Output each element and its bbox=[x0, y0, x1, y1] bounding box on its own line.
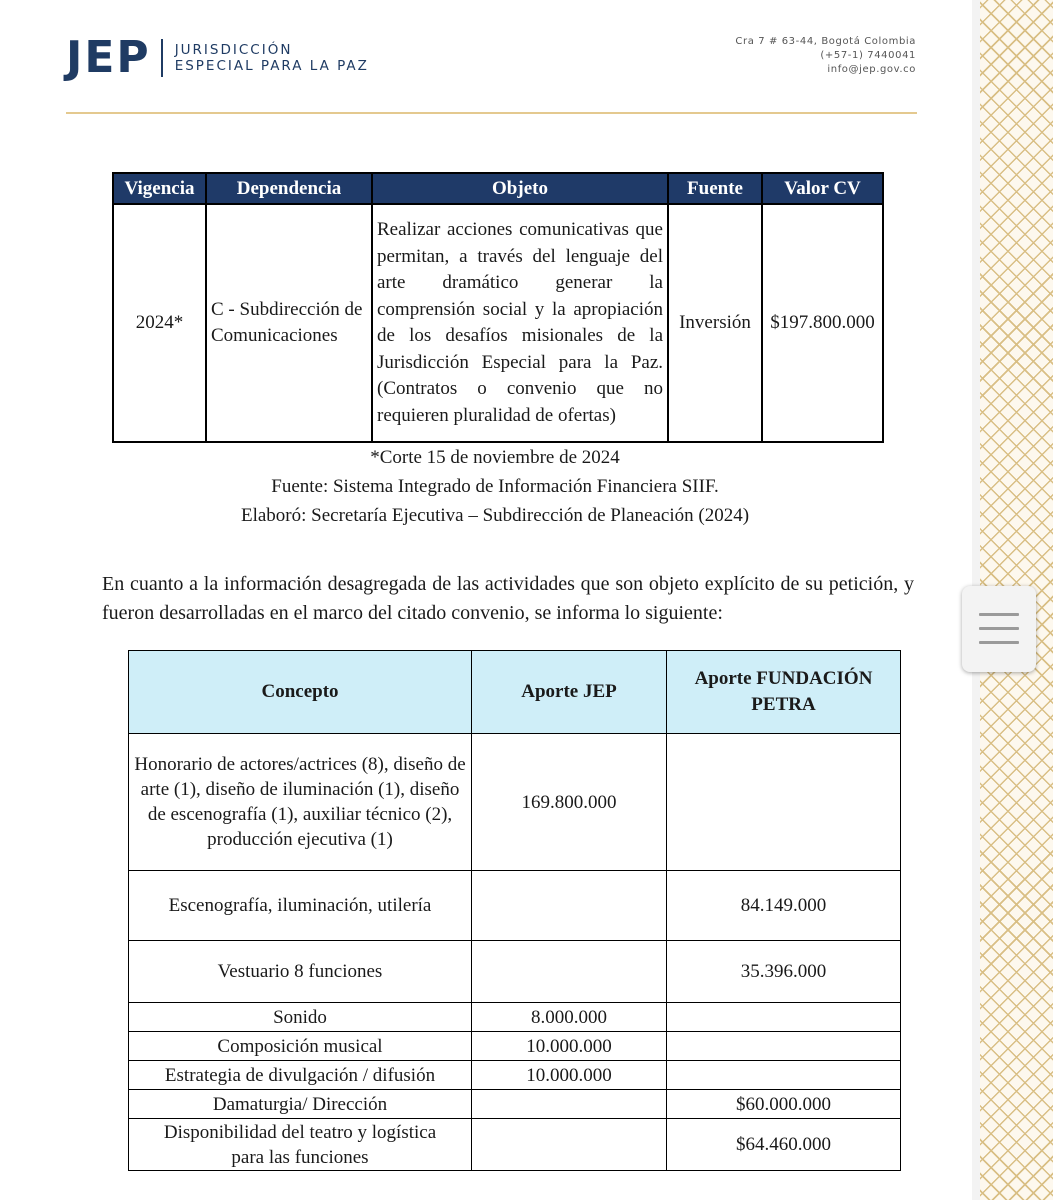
col-aporte-petra: Aporte FUNDACIÓN PETRA bbox=[667, 651, 901, 734]
table-row bbox=[129, 1119, 901, 1171]
col-vigencia: Vigencia bbox=[113, 173, 206, 204]
cell-concepto: Estrategia de divulgación / difusión bbox=[129, 1061, 472, 1090]
cell-concepto: Escenografía, iluminación, utilería bbox=[129, 871, 472, 941]
cell-petra bbox=[667, 1061, 901, 1090]
address: Cra 7 # 63-44, Bogotá Colombia bbox=[735, 36, 916, 47]
col-concepto: Concepto bbox=[129, 651, 472, 734]
cell-concepto: Vestuario 8 funciones bbox=[129, 941, 472, 1003]
logo-mark: JEP bbox=[66, 32, 151, 83]
cell-concepto: Honorario de actores/actrices (8), diseño de arte (1), diseño de iluminación (1), diseño de escenografía (1), auxiliar técnico (2), producción ejecutiva (1) bbox=[129, 734, 472, 871]
col-valor: Valor CV bbox=[762, 173, 883, 204]
cell-jep bbox=[472, 871, 667, 941]
cell-concepto: Composición musical bbox=[129, 1032, 472, 1061]
cell-petra bbox=[667, 734, 901, 871]
cell-jep: 10.000.000 bbox=[472, 1061, 667, 1090]
contact-info bbox=[735, 35, 916, 77]
cell-petra: 35.396.000 bbox=[667, 941, 901, 1003]
cell-jep bbox=[472, 1119, 667, 1171]
contributions-table-header bbox=[129, 651, 901, 734]
logo-line-1: JURISDICCIÓN bbox=[174, 42, 293, 58]
contributions-table bbox=[128, 650, 901, 1171]
cell-concepto: Disponibilidad del teatro y logística para las funciones bbox=[129, 1119, 472, 1171]
cell-petra: 84.149.000 bbox=[667, 871, 901, 941]
cell-jep: 10.000.000 bbox=[472, 1032, 667, 1061]
hamburger-menu-icon bbox=[979, 627, 1019, 630]
email: info@jep.gov.co bbox=[827, 64, 916, 75]
col-fuente: Fuente bbox=[668, 173, 762, 204]
logo-text bbox=[175, 42, 369, 74]
col-dependencia: Dependencia bbox=[206, 173, 372, 204]
table-row bbox=[129, 734, 901, 871]
budget-table bbox=[112, 172, 884, 443]
table-row bbox=[113, 204, 883, 442]
cell-fuente: Inversión bbox=[668, 204, 762, 442]
phone: (+57-1) 7440041 bbox=[820, 50, 916, 61]
cell-concepto: Sonido bbox=[129, 1003, 472, 1032]
body-paragraph: En cuanto a la información desagregada de las actividades que son objeto explícito de su petición, y fueron desarrolladas en el marco del citado convenio, se informa lo siguiente: bbox=[102, 573, 914, 624]
table-row bbox=[129, 1003, 901, 1032]
table-row bbox=[129, 1090, 901, 1119]
budget-table-header bbox=[113, 173, 883, 204]
cell-dependencia: C - Subdirección de Comunicaciones bbox=[206, 204, 372, 442]
table-row bbox=[129, 871, 901, 941]
table-row bbox=[129, 1061, 901, 1090]
jep-logo bbox=[66, 32, 369, 83]
cell-valor: $197.800.000 bbox=[762, 204, 883, 442]
header-divider bbox=[66, 112, 917, 114]
table-row bbox=[129, 941, 901, 1003]
table-notes bbox=[112, 443, 878, 530]
cell-concepto: Damaturgia/ Dirección bbox=[129, 1090, 472, 1119]
cell-jep: 169.800.000 bbox=[472, 734, 667, 871]
note-corte: *Corte 15 de noviembre de 2024 bbox=[370, 447, 620, 468]
cell-jep bbox=[472, 941, 667, 1003]
cell-petra: $60.000.000 bbox=[667, 1090, 901, 1119]
logo-divider bbox=[161, 39, 163, 77]
cell-jep bbox=[472, 1090, 667, 1119]
cell-jep: 8.000.000 bbox=[472, 1003, 667, 1032]
col-objeto: Objeto bbox=[372, 173, 668, 204]
cell-petra: $64.460.000 bbox=[667, 1119, 901, 1171]
menu-button[interactable] bbox=[962, 586, 1036, 672]
cell-petra bbox=[667, 1032, 901, 1061]
logo-line-2: ESPECIAL PARA LA PAZ bbox=[174, 58, 369, 74]
hamburger-menu-icon bbox=[979, 641, 1019, 644]
col-aporte-jep: Aporte JEP bbox=[472, 651, 667, 734]
note-elaboro: Elaboró: Secretaría Ejecutiva – Subdirección de Planeación (2024) bbox=[240, 505, 750, 526]
cell-vigencia: 2024* bbox=[113, 204, 206, 442]
table-row bbox=[129, 1032, 901, 1061]
cell-petra bbox=[667, 1003, 901, 1032]
cell-objeto: Realizar acciones comunicativas que permitan, a través del lenguaje del arte dramático generar la comprensión social y la apropiación de los desafíos misionales de la Jurisdicción Especial para la Paz. (Contratos o convenio que no requieren pluralidad de ofertas) bbox=[372, 204, 668, 442]
note-fuente: Fuente: Sistema Integrado de Información Financiera SIIF. bbox=[271, 476, 719, 497]
hamburger-menu-icon bbox=[979, 613, 1019, 616]
